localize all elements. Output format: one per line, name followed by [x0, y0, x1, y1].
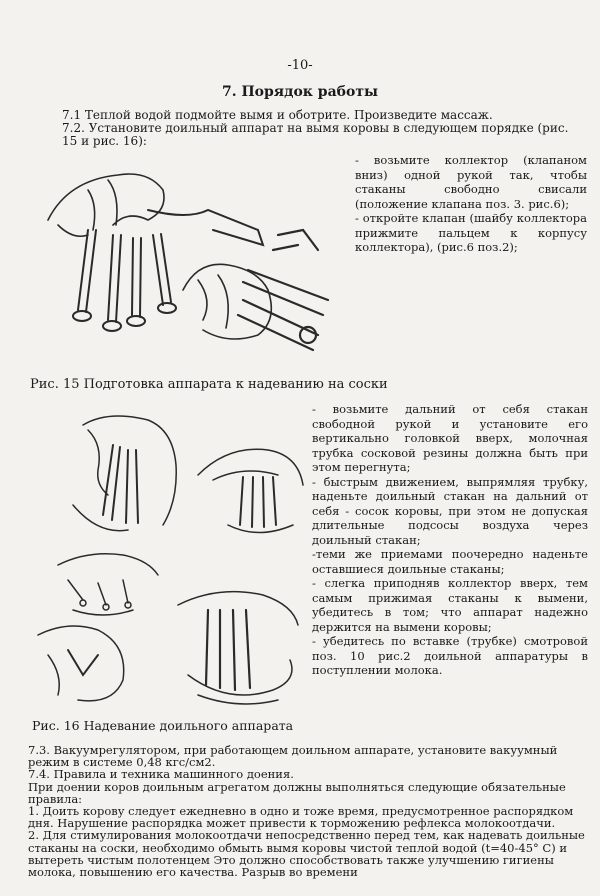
step-7-1: 7.1 Теплой водой подмойте вымя и оботрите. Произведите массаж.: [62, 108, 493, 122]
figure-15-illustration: [28, 150, 338, 370]
paragraph-rule-2: 2. Для стимулирования молокоотдачи непосредственно перед тем, как надевать доильные стаканы на соски, необходимо обмыть вымя коровы чистой теплой водой (t=40-45° С) и вытереть чистым полотенцем Это должно способствовать также улучшению гигиены молока, повышению его качества. Разрыв во времени: [28, 828, 585, 880]
instruction-item: - возьмите коллектор (клапаном вниз) одной рукой так, чтобы стаканы свободно свисали (положение клапана поз. 3. рис.6);: [355, 153, 587, 211]
body-text: [28, 744, 586, 878]
section-title: 7. Порядок работы: [221, 84, 379, 100]
instruction-item: - убедитесь по вставке (трубке) смотровой поз. 10 рис.2 доильной аппаратуры в поступлении молока.: [312, 634, 588, 677]
instructions-column-1: [355, 153, 587, 255]
paragraph-7-4: 7.4. Правила и техника машинного доения.: [28, 767, 294, 782]
instruction-item: - слегка приподняв коллектор вверх, тем самым прижимая стаканы к вымени, убедитесь в том; что аппарат надежно держится на вымени коровы;: [312, 576, 588, 634]
instruction-item: - возьмите дальний от себя стакан свободной рукой и установите его вертикально головкой вверх, молочная трубка сосковой резины должна быть при этом перегнута;: [312, 402, 588, 474]
page-number: -10-: [287, 58, 313, 73]
figure-15-caption: Рис. 15 Подготовка аппарата к надеванию на соски: [30, 377, 388, 392]
figure-16-caption: Рис. 16 Надевание доильного аппарата: [32, 718, 294, 733]
figure-16-illustration: [28, 405, 308, 715]
instruction-item: - откройте клапан (шайбу коллектора прижмите пальцем к корпусу коллектора), (рис.6 поз.2);: [355, 211, 587, 254]
instructions-column-2: [312, 402, 588, 678]
paragraph-intro: При доении коров доильным агрегатом должны выполняться следующие обязательные правила:: [28, 779, 566, 806]
instruction-item: -теми же приемами поочередно наденьте оставшиеся доильные стаканы;: [312, 547, 588, 576]
paragraph-7-3: 7.3. Вакуумрегулятором, при работающем доильном аппарате, установите вакуумный режим в системе 0,48 кгс/см2.: [28, 743, 558, 770]
paragraph-rule-1: 1. Доить корову следует ежедневно в одно и тоже время, предусмотренное распорядком дня. Нарушение распорядка может привести к торможению рефлекса молокоотдачи.: [28, 804, 574, 831]
step-7-2: 7.2. Установите доильный аппарат на вымя коровы в следующем порядке (рис. 15 и рис. 16):: [62, 121, 569, 148]
instruction-item: - быстрым движением, выпрямляя трубку, наденьте доильный стакан на дальний от себя - сосок коровы, при этом не допуская длительные подсосы воздуха через доильный стакан;: [312, 474, 588, 547]
